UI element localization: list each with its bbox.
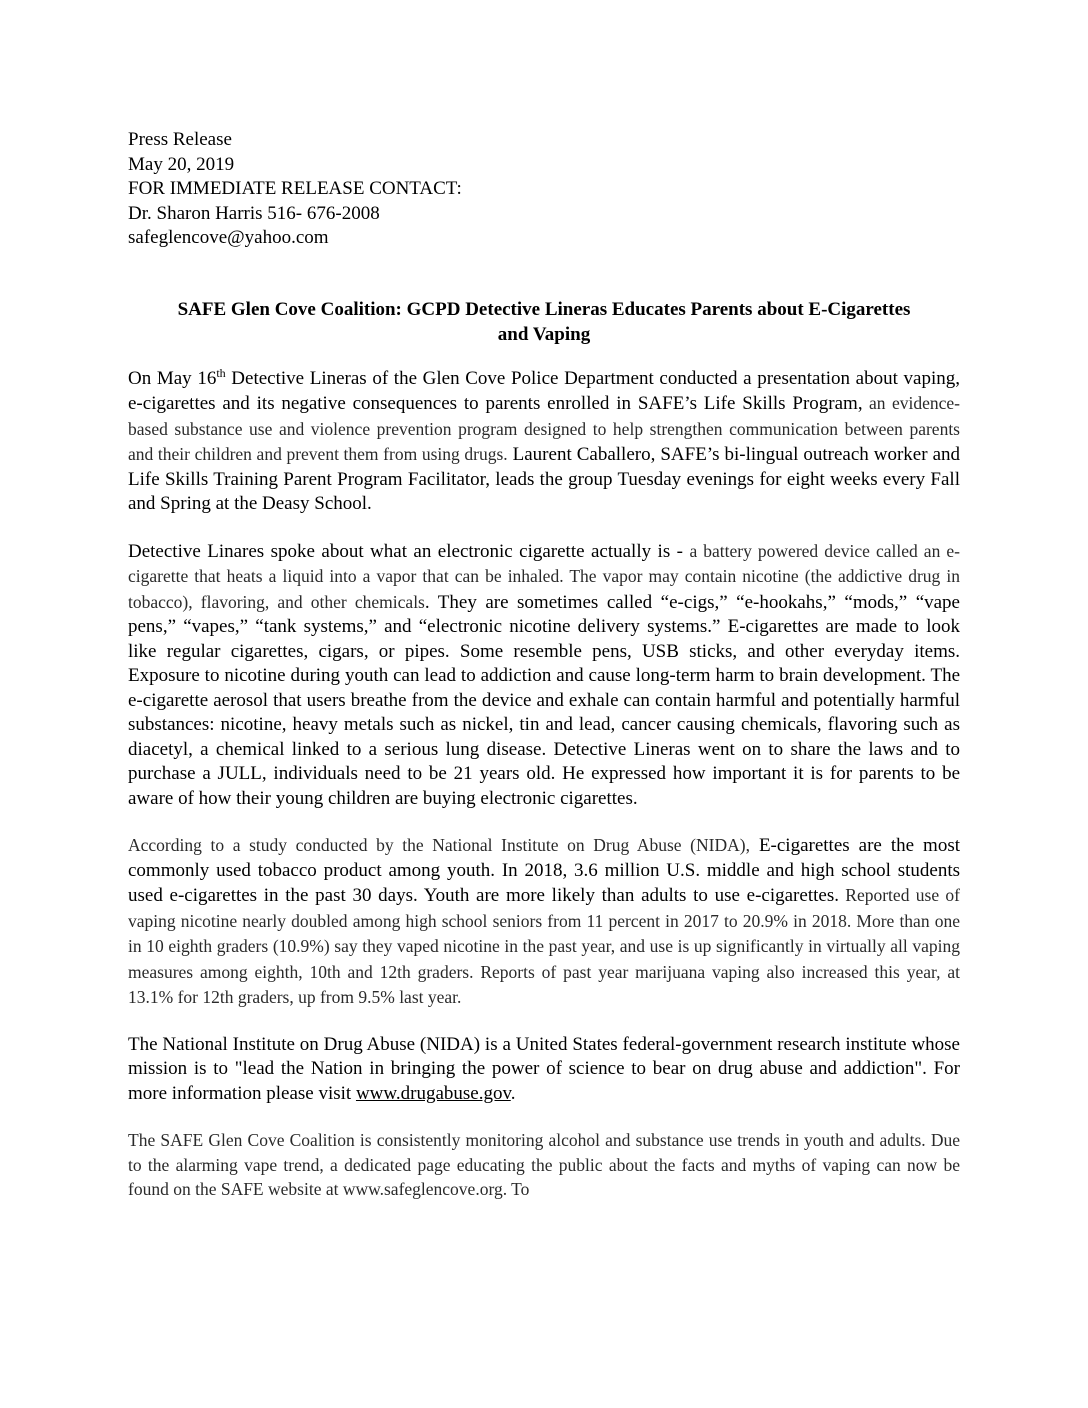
p3-text-b: E-cigarettes are the most commonly used tobacco product among youth. In 2018, 3.6 million U.S. middle and high school students used e-cigarettes in the past 30 days. Youth are more likely than adults to use e-cigarettes. [128,835,960,906]
p1-text-d: Laurent Caballero, SAFE’s bi-lingual outreach worker and Life Skills Training Parent Program Facilitator, leads the group Tuesday evenings for eight weeks every Fall and Spring at the Deasy School. [128,444,961,514]
p5-text-a: The SAFE Glen Cove Coalition is consistently monitoring alcohol and substance use trends in youth and adults. Due to the alarming vape trend, a dedicated page educating the public about the facts and myths of vaping can now be found on the SAFE website at www.safeglencove.org. To [128,1130,960,1199]
paragraph-nida-study [128,833,960,1011]
p2-text-a: Detective Linares spoke about what an electronic cigarette actually is - [128,540,690,562]
paragraph-ecigarette-info [128,539,960,812]
contact-email: safeglencove@yahoo.com [128,227,329,248]
release-contact-label: FOR IMMEDIATE RELEASE CONTACT: [128,178,462,199]
headline-line-1: SAFE Glen Cove Coalition: GCPD Detective Lineras Educates Parents about E-Cigarettes [177,298,911,320]
p2-text-b: a battery powered device called an e-cigarette that heats a liquid into a vapor that can be inhaled. The vapor may contain nicotine (the addictive drug in tobacco), flavoring, and other chemicals [128,540,960,612]
release-type: Press Release [128,129,232,150]
headline [128,297,960,347]
p3-text-a: According to a study conducted by the National Institute on Drug Abuse (NIDA), [128,835,750,855]
headline-line-2: and Vaping [497,323,591,345]
contact-header [128,128,960,251]
p1-text-a: On May 16 [128,367,217,389]
p1-text-b: Detective Lineras of the Glen Cove Police Department conducted a presentation about vaping, e-cigarettes and its negative consequences to parents enrolled in SAFE’s Life Skills Program, [128,367,960,414]
p1-superscript: th [216,365,226,380]
paragraph-nida-mission [128,1033,960,1107]
p4-text-b: . [510,1082,516,1104]
drugabuse-link[interactable]: www.drugabuse.gov [355,1082,511,1104]
paragraph-safe-coalition [128,1128,960,1202]
contact-name-phone: Dr. Sharon Harris 516- 676-2008 [128,202,380,224]
press-release-page [128,128,960,1202]
release-date: May 20, 2019 [128,153,235,175]
p3-text-c: Reported use of vaping nicotine nearly doubled among high school seniors from 11 percent in 2017 to 20.9% in 2018. More than one in 10 eighth graders (10.9%) say they vaped nicotine in the past year, and use is up significantly in virtually all vaping measures among eighth, 10th and 12th graders. Reports of past year marijuana vaping also increased this year, at 13.1% for 12th graders, up from 9.5% last year. [128,885,960,1007]
p1-text-c: an evidence-based substance use and violence prevention program designed to help strengthen communication between parents and their children and prevent them from using drugs. [128,393,961,464]
p4-text-a: The National Institute on Drug Abuse (NIDA) is a United States federal-government research institute whose mission is to "lead the Nation in bringing the power of science to bear on drug abuse and addiction". For more information please visit [128,1033,960,1104]
p2-text-c: . They are sometimes called “e-cigs,” “e-hookahs,” “mods,” “vape pens,” “vapes,” “tank systems,” and “electronic nicotine delivery systems.” E-cigarettes are made to look like regular cigarettes, cigars, or pipes. Some resemble pens, USB sticks, and other everyday items. Exposure to nicotine during youth can lead to addiction and cause long-term harm to brain development. The e-cigarette aerosol that users breathe from the device and exhale can contain harmful and potentially harmful substances: nicotine, heavy metals such as nickel, tin and lead, cancer causing chemicals, flavoring such as diacetyl, a chemical linked to a serious lung disease. Detective Lineras went on to share the laws and to purchase a JULL, individuals need to be 21 years old. He expressed how important it is for parents to be aware of how their young children are buying electronic cigarettes. [128,591,960,809]
paragraph-presentation [128,367,960,517]
